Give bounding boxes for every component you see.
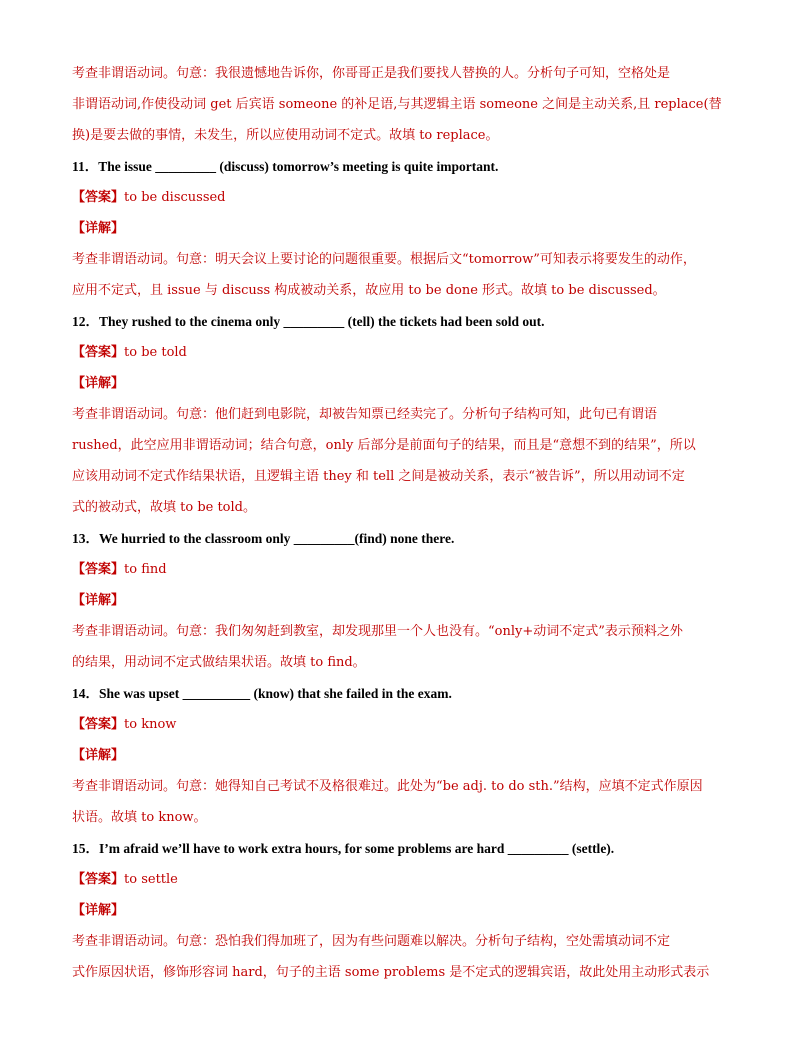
explanation-line: 换)是要去做的事情，未发生，所以应使用动词不定式。故填 to replace。 xyxy=(72,128,499,143)
answer-tag: 【答案】 xyxy=(72,562,125,577)
detail-tag: 【详解】 xyxy=(72,221,125,236)
answer-tag: 【答案】 xyxy=(72,190,125,205)
question-item-15 xyxy=(72,833,728,988)
explanation-line: 状语。故填 to know。 xyxy=(72,810,207,825)
detail-tag: 【详解】 xyxy=(72,376,125,391)
explanation-line: 考查非谓语动词。句意：他们赶到电影院，却被告知票已经卖完了。分析句子结构可知，此句已有谓语 xyxy=(72,407,658,422)
answer-value: to know xyxy=(124,717,177,732)
explanation-line: 的结果，用动词不定式做结果状语。故填 to find。 xyxy=(72,655,366,670)
question-item-13 xyxy=(72,523,728,678)
explanation-line: 考查非谓语动词。句意：明天会议上要讨论的问题很重要。根据后文“tomorrow”可知表示将要发生的动作， xyxy=(72,252,696,267)
explanation-line: 非谓语动词,作使役动词 get 后宾语 someone 的补足语,与其逻辑主语 someone 之间是主动关系,且 replace(替 xyxy=(72,97,722,112)
answer-value: to be told xyxy=(124,345,187,360)
explanation-line: 应该用动词不定式作结果状语，且逻辑主语 they 和 tell 之间是被动关系，表示“被告诉”，所以用动词不定 xyxy=(72,469,685,484)
answer-tag: 【答案】 xyxy=(72,717,125,732)
answer-line xyxy=(72,182,728,213)
answer-value: to be discussed xyxy=(124,190,226,205)
question-text: 14．She was upset __________ (know) that she failed in the exam. xyxy=(72,686,452,701)
explanation-line: 式的被动式，故填 to be told。 xyxy=(72,500,256,515)
answer-line xyxy=(72,709,728,740)
document-page xyxy=(72,58,728,988)
intro-explanation xyxy=(72,58,728,151)
question-text: 11．The issue _________ (discuss) tomorrow’s meeting is quite important. xyxy=(72,159,499,174)
detail-tag: 【详解】 xyxy=(72,748,125,763)
detail-tag: 【详解】 xyxy=(72,593,125,608)
explanation-line: 应用不定式，且 issue 与 discuss 构成被动关系，故应用 to be done 形式。故填 to be discussed。 xyxy=(72,283,666,298)
answer-line xyxy=(72,337,728,368)
explanation-line: 考查非谓语动词。句意：她得知自己考试不及格很难过。此处为“be adj. to do sth.”结构，应填不定式作原因 xyxy=(72,779,703,794)
explanation-line: 考查非谓语动词。句意：我很遗憾地告诉你，你哥哥正是我们要找人替换的人。分析句子可知，空格处是 xyxy=(72,66,671,81)
question-item-14 xyxy=(72,678,728,833)
question-text: 12．They rushed to the cinema only _________ (tell) the tickets had been sold out. xyxy=(72,314,545,329)
answer-tag: 【答案】 xyxy=(72,345,125,360)
question-item-11 xyxy=(72,151,728,306)
answer-tag: 【答案】 xyxy=(72,872,125,887)
question-text: 13．We hurried to the classroom only _________(find) none there. xyxy=(72,531,455,546)
answer-value: to settle xyxy=(124,872,178,887)
question-text: 15．I’m afraid we’ll have to work extra hours, for some problems are hard _________ (settle). xyxy=(72,841,615,856)
explanation-line: rushed，此空应用非谓语动词；结合句意，only 后部分是前面句子的结果，而且是“意想不到的结果”，所以 xyxy=(72,438,696,453)
answer-line xyxy=(72,554,728,585)
answer-value: to find xyxy=(124,562,167,577)
explanation-line: 式作原因状语，修饰形容词 hard，句子的主语 some problems 是不定式的逻辑宾语，故此处用主动形式表示 xyxy=(72,965,710,980)
question-item-12 xyxy=(72,306,728,523)
explanation-line: 考查非谓语动词。句意：恐怕我们得加班了，因为有些问题难以解决。分析句子结构，空处需填动词不定 xyxy=(72,934,671,949)
detail-tag: 【详解】 xyxy=(72,903,125,918)
answer-line xyxy=(72,864,728,895)
explanation-line: 考查非谓语动词。句意：我们匆匆赶到教室，却发现那里一个人也没有。“only+动词不定式”表示预料之外 xyxy=(72,624,683,639)
